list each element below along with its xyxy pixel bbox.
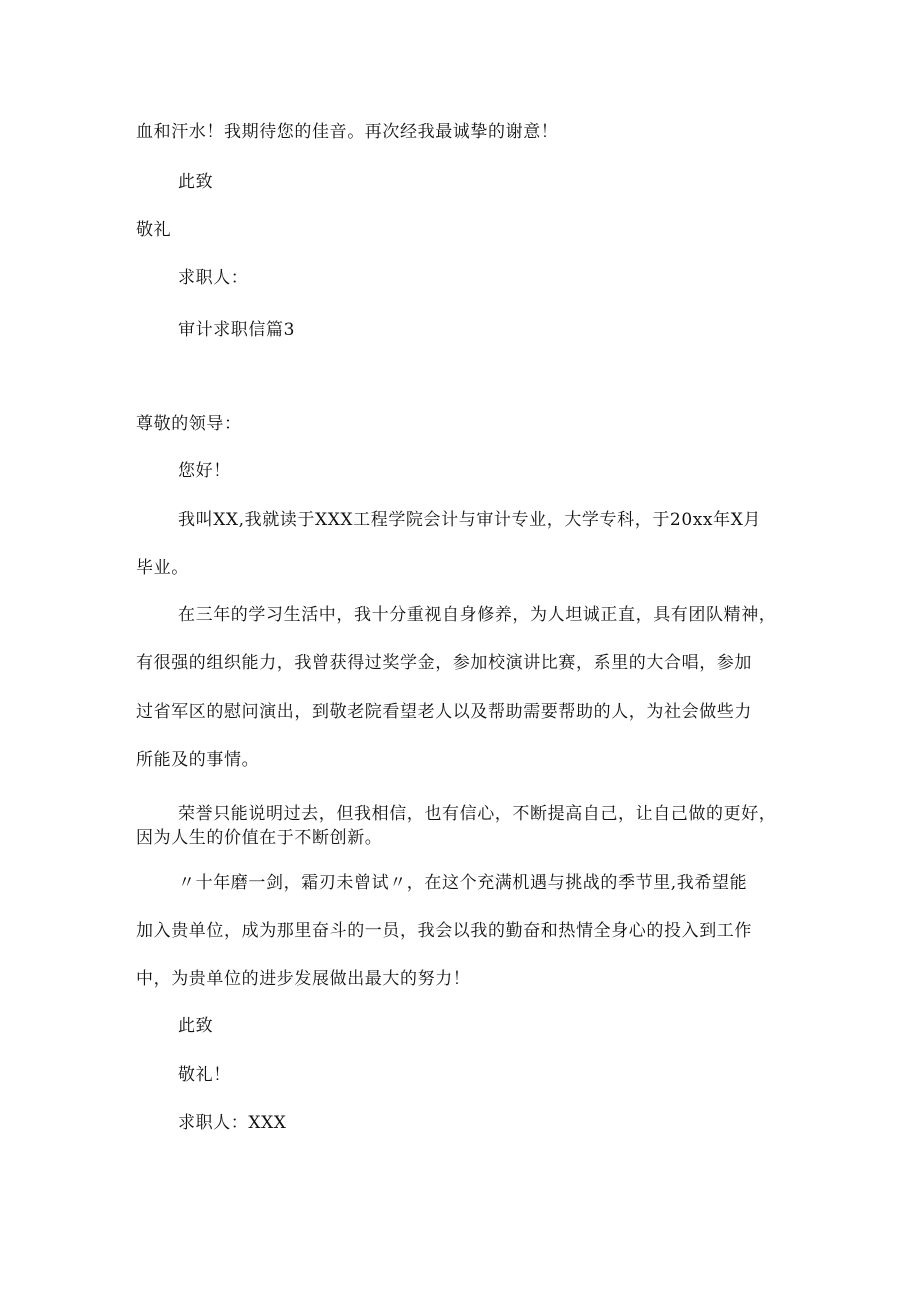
letter-heading: 审计求职信篇3: [178, 320, 296, 340]
paragraph-4-line: 〃十年磨一剑，霜刃未曾试〃，在这个充满机遇与挑战的季节里,我希望能: [178, 873, 748, 893]
signature-line: 求职人：: [178, 268, 249, 288]
paragraph-2-line: 所能及的事情。: [136, 750, 260, 770]
paragraph-2-line: 过省军区的慰问演出，到敬老院看望老人以及帮助需要帮助的人，为社会做些力: [136, 702, 752, 722]
paragraph-3-line: 因为人生的价值在于不断创新。: [136, 828, 383, 848]
paragraph-1-line: 毕业。: [136, 558, 189, 578]
closing-phrase: 此致: [178, 1016, 214, 1036]
paragraph-4-line: 中，为贵单位的进步发展做出最大的努力！: [136, 969, 471, 989]
paragraph-3-line: 荣誉只能说明过去，但我相信，也有信心，不断提高自己，让自己做的更好，: [178, 804, 777, 824]
signature-line: 求职人：XXX: [178, 1113, 287, 1133]
paragraph-2-line: 在三年的学习生活中，我十分重视自身修养，为人坦诚正直，具有团队精神，: [178, 605, 777, 625]
paragraph-2-line: 有很强的组织能力，我曾获得过奖学金，参加校演讲比赛，系里的大合唱，参加: [136, 653, 752, 673]
closing-phrase: 此致: [178, 172, 214, 192]
closing-salute: 敬礼！: [178, 1065, 231, 1085]
continuation-text: 血和汗水！我期待您的佳音。再次经我最诚挚的谢意！: [136, 122, 559, 142]
paragraph-4-line: 加入贵单位，成为那里奋斗的一员，我会以我的勤奋和热情全身心的投入到工作: [136, 921, 752, 941]
greeting: 您好！: [178, 461, 231, 481]
closing-salute: 敬礼: [136, 220, 172, 240]
salutation: 尊敬的领导：: [136, 414, 242, 434]
paragraph-1-line: 我叫XX,我就读于XXX工程学院会计与审计专业，大学专科，于20xx年X月: [178, 510, 762, 530]
